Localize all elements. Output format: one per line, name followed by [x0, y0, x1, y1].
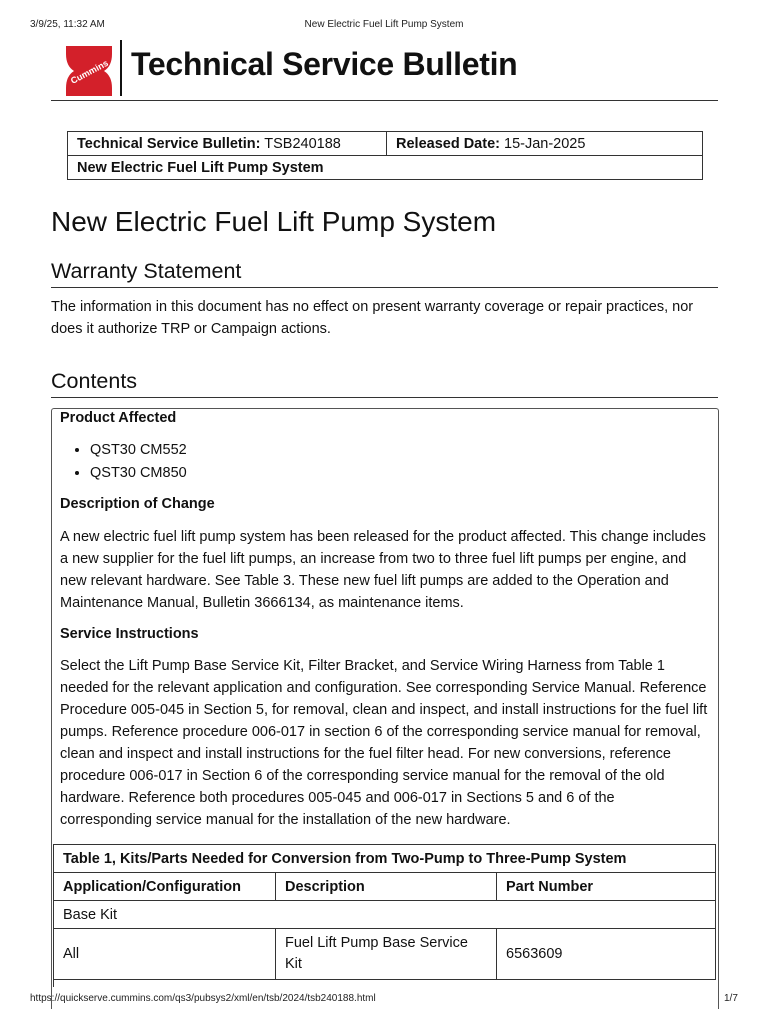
warranty-rule: [51, 287, 718, 288]
product-affected-list: [60, 439, 187, 485]
table-cell: All: [54, 929, 276, 980]
warranty-text: The information in this document has no effect on present warranty coverage or repair practices, nor does it authorize TRP or Campaign actions.: [51, 299, 694, 337]
list-item: • QST30 CM850: [90, 462, 187, 485]
print-page-title: New Electric Fuel Lift Pump System: [304, 19, 464, 30]
contents-rule: [51, 397, 718, 398]
print-page-number: 1/7: [724, 993, 738, 1004]
released-date-value: 15-Jan-2025: [504, 135, 586, 152]
table-cell: Fuel Lift Pump Base Service Kit: [276, 929, 497, 980]
bulletin-subject: New Electric Fuel Lift Pump System: [68, 156, 703, 180]
tsb-number-value: TSB240188: [264, 135, 341, 152]
bulletin-meta-table: [67, 131, 703, 180]
description-of-change-text: A new electric fuel lift pump system has been released for the product affected. This change includes a new supplier for the fuel lift pumps, an increase from two to three fuel lift pumps per engine, and new relevant hardware. See Table 3. These new fuel lift pumps are added to the Operation and Maintenance Manual, Bulletin 3666134, as maintenance items.: [60, 529, 706, 611]
released-date-label: Released Date:: [396, 135, 500, 152]
bulletin-title: Technical Service Bulletin: [131, 46, 518, 82]
print-datetime: 3/9/25, 11:32 AM: [30, 19, 105, 30]
print-url[interactable]: https://quickserve.cummins.com/qs3/pubsys2/xml/en/tsb/2024/tsb240188.html: [30, 993, 376, 1004]
table-continuation-line: [53, 973, 54, 987]
released-date-cell: [387, 132, 703, 156]
tsb-number-cell: [68, 132, 387, 156]
table-caption: Table 1, Kits/Parts Needed for Conversion from Two-Pump to Three-Pump System: [54, 845, 716, 873]
service-instructions-text: Select the Lift Pump Base Service Kit, Filter Bracket, and Service Wiring Harness from Table 1 needed for the relevant application and configuration. See corresponding Service Manual. Reference Procedure 005-045 in Section 5, for removal, clean and inspect, and install instructions for the fuel lift pumps. Reference procedure 006-017 in section 6 of the corresponding service manual for removal, clean and inspect and install instructions for the fuel filter head. For new conversions, reference procedure 006-017 in Section 6 of the corresponding service manual for the removal of the old hardware. Reference both procedures 005-045 and 006-017 in Sections 5 and 6 of the corresponding service manual for the installation of the new hardware.: [60, 658, 708, 828]
column-header: Part Number: [497, 873, 716, 901]
header-rule: [51, 100, 718, 101]
tsb-number-label: Technical Service Bulletin:: [77, 135, 261, 152]
column-header: Application/Configuration: [54, 873, 276, 901]
cummins-logo: [62, 44, 116, 98]
table-row: [54, 929, 716, 980]
table-group-row: Base Kit: [54, 901, 716, 929]
header-divider: [120, 40, 122, 96]
table-cell: 6563609: [497, 929, 716, 980]
product-affected-title: Product Affected: [60, 410, 177, 426]
service-instructions-title: Service Instructions: [60, 626, 199, 642]
kits-table: [53, 844, 716, 980]
column-header: Description: [276, 873, 497, 901]
main-title: New Electric Fuel Lift Pump System: [51, 206, 497, 237]
description-of-change-title: Description of Change: [60, 496, 215, 512]
list-item: • QST30 CM552: [90, 439, 187, 462]
warranty-heading: Warranty Statement: [51, 259, 242, 283]
contents-heading: Contents: [51, 369, 138, 393]
logo-wordmark: Cummins: [69, 57, 110, 86]
